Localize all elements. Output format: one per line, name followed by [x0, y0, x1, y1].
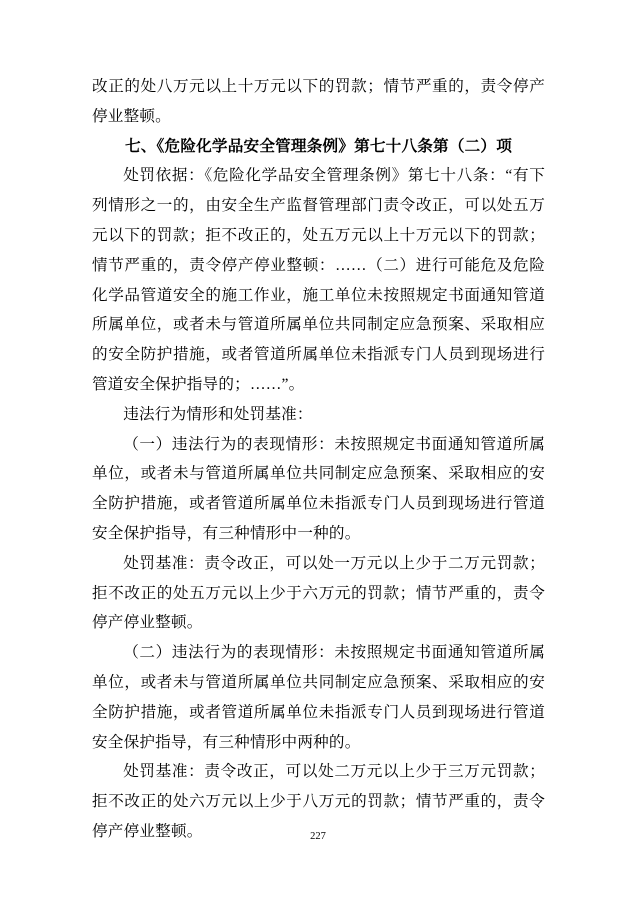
paragraph-continuation: 改正的处八万元以上十万元以下的罚款；情节严重的，责令停产停业整顿。: [92, 78, 545, 125]
paragraph-penalty-basis: 处罚依据：《危险化学品安全管理条例》第七十八条：“有下列情形之一的，由安全生产监督管理部门责令改正，可以处五万元以下的罚款；拒不改正的，处五万元以上十万元以下的罚款；情节严重的，责令停产停业整顿：……（二）进行可能危及危险化学品管道安全的施工作业，施工单位未按照规定书面通知管道所属单位，或者未与管道所属单位共同制定应急预案、采取相应的安全防护措施，或者管道所属单位未指派专门人员到现场进行管道安全保护指导的；……”。: [92, 167, 545, 393]
paragraph-benchmark-two: 处罚基准：责令改正，可以处二万元以上少于三万元罚款；拒不改正的处六万元以上少于八万元的罚款；情节严重的，责令停产停业整顿。: [92, 763, 545, 840]
paragraph-benchmark-intro: 违法行为情形和处罚基准：: [123, 405, 313, 423]
paragraph-situation-two: （二）违法行为的表现情形：未按照规定书面通知管道所属单位，或者未与管道所属单位共同制定应急预案、采取相应的安全防护措施，或者管道所属单位未指派专门人员到现场进行管道安全保护指导，有三种情形中两种的。: [92, 644, 545, 751]
paragraph-situation-one: （一）违法行为的表现情形：未按照规定书面通知管道所属单位，或者未与管道所属单位共同制定应急预案、采取相应的安全防护措施，或者管道所属单位未指派专门人员到现场进行管道安全保护指导，有三种情形中一种的。: [92, 435, 545, 542]
page-content: [92, 72, 545, 847]
page-number: 227: [310, 831, 326, 842]
section-heading: 七、《危险化学品安全管理条例》第七十八条第（二）项: [124, 137, 513, 155]
paragraph-benchmark-one: 处罚基准：责令改正，可以处一万元以上少于二万元罚款；拒不改正的处五万元以上少于六万元的罚款；情节严重的，责令停产停业整顿。: [92, 554, 545, 632]
